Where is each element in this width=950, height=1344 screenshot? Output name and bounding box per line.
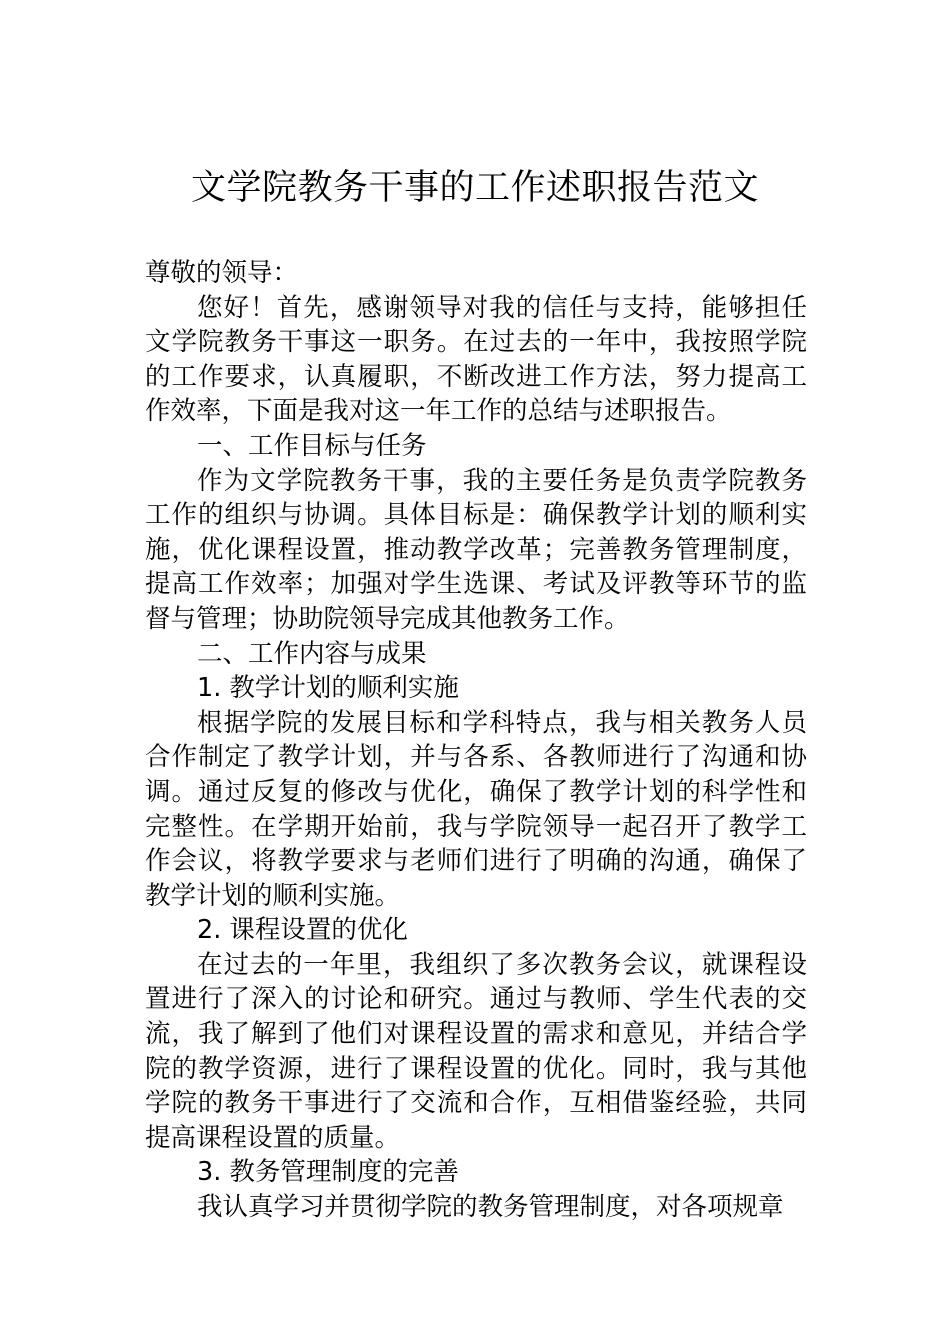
subheading-1: 1. 教学计划的顺利实施	[197, 673, 459, 704]
subheading-2: 2. 课程设置的优化	[197, 915, 408, 946]
section-heading-1: 一、工作目标与任务	[197, 430, 427, 461]
paragraph-teaching-plan: 根据学院的发展目标和学科特点，我与相关教务人员合作制定了教学计划，并与各系、各教师进行了沟通和协调。通过反复的修改与优化，确保了教学计划的科学性和完整性。在学期开始前，我与学院领导一起召开了教学工作会议，将教学要求与老师们进行了明确的沟通，确保了教学计划的顺利实施。	[145, 707, 807, 911]
greeting: 尊敬的领导：	[145, 258, 299, 288]
paragraph-course-setting: 在过去的一年里，我组织了多次教务会议，就课程设置进行了深入的讨论和研究。通过与教师、学生代表的交流，我了解到了他们对课程设置的需求和意见，并结合学院的教学资源，进行了课程设置的优化。同时，我与其他学院的教务干事进行了交流和合作，互相借鉴经验，共同提高课程设置的质量。	[145, 949, 807, 1153]
section-heading-2: 二、工作内容与成果	[197, 638, 427, 669]
paragraph-goals: 作为文学院教务干事，我的主要任务是负责学院教务工作的组织与协调。具体目标是：确保教学计划的顺利实施，优化课程设置，推动教学改革；完善教务管理制度，提高工作效率；加强对学生选课、考试及评教等环节的监督与管理；协助院领导完成其他教务工作。	[145, 465, 807, 634]
paragraph-management: 我认真学习并贯彻学院的教务管理制度，对各项规章	[197, 1192, 784, 1223]
subheading-3: 3. 教务管理制度的完善	[197, 1157, 459, 1188]
document-body	[145, 256, 807, 1225]
paragraph-intro: 您好！首先，感谢领导对我的信任与支持，能够担任文学院教务干事这一职务。在过去的一年中，我按照学院的工作要求，认真履职，不断改进工作方法，努力提高工作效率，下面是我对这一年工作的总结与述职报告。	[145, 292, 807, 427]
document-title: 文学院教务干事的工作述职报告范文	[190, 168, 759, 208]
